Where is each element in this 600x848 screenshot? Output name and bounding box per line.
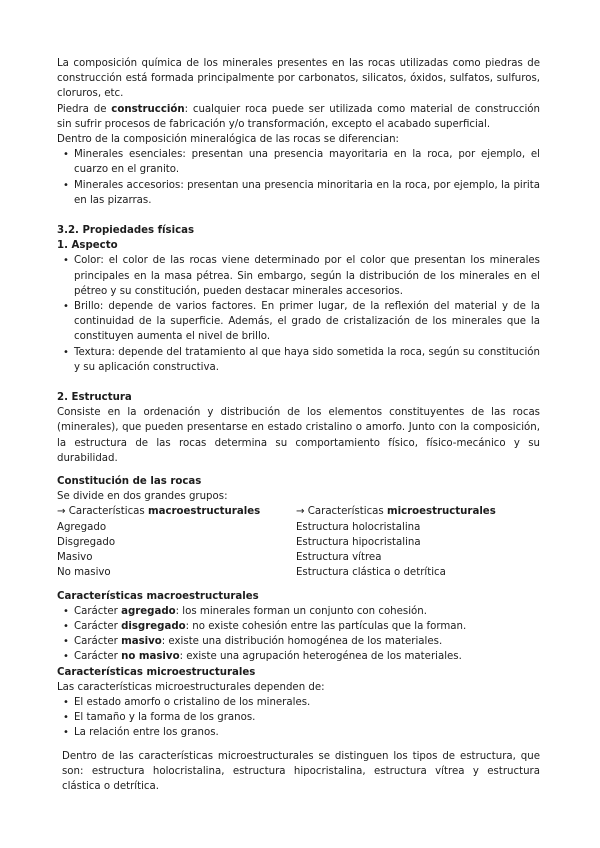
item-term: no masivo (121, 651, 180, 663)
definition-paragraph (57, 102, 540, 132)
constitution-heading: Constitución de las rocas (57, 476, 202, 488)
constitution-columns (57, 504, 540, 580)
closing-paragraph: Dentro de las características microestructurales se distinguen los tipos de estructura, que son: estructura holocristalina, estructura hipocristalina, estructura vítrea y estructura clástica o detrítica. (62, 750, 540, 792)
list-item: Estructura hipocristalina (296, 536, 421, 548)
item-text: : los minerales forman un conjunto con cohesión. (175, 605, 427, 617)
column-heading-term: microestructurales (386, 506, 496, 518)
list-item: Disgregado (57, 536, 116, 548)
list-item: • Brillo: depende de varios factores. En primer lugar, de la reflexión del material y de la continuidad de la superficie. Además, el grado de cristalización de los minerales que la constituyen aumenta el nivel de brillo. (74, 299, 540, 345)
item-prefix: Carácter (74, 605, 122, 617)
item-text: : existe una agrupación heterogénea de los materiales. (179, 651, 462, 663)
list-item: Agregado (57, 521, 107, 533)
constitution-intro: Se divide en dos grandes grupos: (57, 491, 228, 503)
column-heading (57, 504, 296, 519)
macro-heading: Características macroestructurales (57, 590, 259, 602)
intro-paragraph: La composición química de los minerales presentes en las rocas utilizadas como piedras de construcción está formada principalmente por carbonatos, silicatos, óxidos, sulfatos, sulfuros, cloruros, etc. (57, 58, 540, 100)
list-item: • Textura: depende del tratamiento al que haya sido sometida la roca, según su constitución y su aplicación constructiva. (74, 345, 540, 375)
list-item: • Minerales esenciales: presentan una presencia mayoritaria en la roca, por ejemplo, el cuarzo en el granito. (74, 147, 540, 177)
item-text: : existe una distribución homogénea de los materiales. (161, 636, 443, 648)
section-heading: 3.2. Propiedades físicas (57, 225, 195, 237)
column-heading (296, 504, 540, 519)
item-term: disgregado (121, 620, 186, 632)
aspect-list (57, 253, 540, 375)
subsection-heading: 1. Aspecto (57, 240, 118, 252)
subsection-heading: 2. Estructura (57, 392, 132, 404)
list-item (74, 604, 540, 619)
micro-intro: Las características microestructurales dependen de: (57, 681, 325, 693)
composition-paragraph: Dentro de la composición mineralógica de las rocas se diferencian: (57, 134, 399, 146)
list-item: • Color: el color de las rocas viene determinado por el color que presentan los minerales principales en la masa pétrea. Sin embargo, según la distribución de los minerales en el pétreo y su constitución, pueden destacar minerales accesorios. (74, 253, 540, 299)
micro-heading: Características microestructurales (57, 666, 256, 678)
list-item (74, 619, 540, 634)
item-term: agregado (121, 605, 176, 617)
definition-text: : cualquier roca puede ser utilizada como material de construcción sin sufrir procesos de fabricación y/o transformación, excepto el acabado superficial. (57, 103, 540, 130)
column-heading-prefix: → Características (57, 506, 148, 518)
definition-prefix: Piedra de (57, 103, 112, 115)
list-item: • El estado amorfo o cristalino de los minerales. (74, 695, 540, 710)
list-item (74, 634, 540, 649)
list-item: Masivo (57, 552, 93, 564)
micro-column (296, 504, 540, 580)
item-prefix: Carácter (74, 651, 122, 663)
macro-column (57, 504, 296, 580)
list-item: No masivo (57, 567, 111, 579)
item-prefix: Carácter (74, 636, 122, 648)
list-item: • El tamaño y la forma de los granos. (74, 710, 540, 725)
list-item: • Minerales accesorios: presentan una presencia minoritaria en la roca, por ejemplo, la pirita en las pizarras. (74, 178, 540, 208)
list-item: Estructura holocristalina (296, 521, 421, 533)
item-prefix: Carácter (74, 620, 122, 632)
macro-list (57, 604, 540, 665)
list-item: • La relación entre los granos. (74, 725, 540, 740)
micro-list (57, 695, 540, 741)
list-item: Estructura vítrea (296, 552, 382, 564)
list-item: Estructura clástica o detrítica (296, 567, 446, 579)
item-text: : no existe cohesión entre las partículas que la forman. (185, 620, 467, 632)
column-heading-prefix: → Características (296, 506, 387, 518)
column-heading-term: macroestructurales (147, 506, 261, 518)
definition-term: construcción (111, 103, 185, 115)
mineral-list (57, 147, 540, 208)
structure-paragraph: Consiste en la ordenación y distribución de los elementos constituyentes de las rocas (minerales), que pueden presentarse en estado cristalino o amorfo. Junto con la composición, la estructura de las rocas determina su comportamiento físico, físico-mecánico y su durabilidad. (57, 407, 540, 464)
list-item (74, 649, 540, 664)
item-term: masivo (121, 636, 162, 648)
